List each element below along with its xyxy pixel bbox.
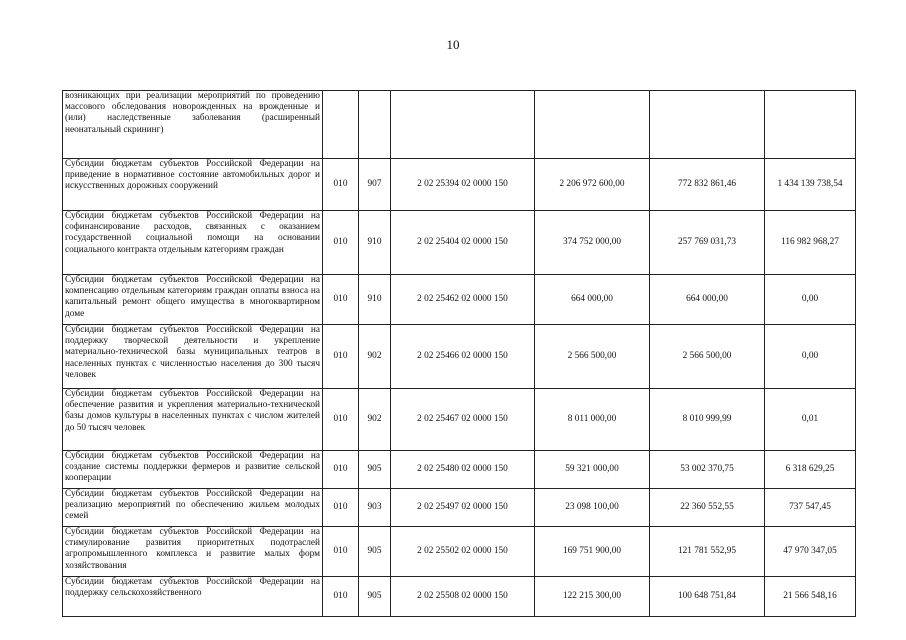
row-amount-executed: 53 002 370,75 (650, 451, 765, 489)
row-code-1: 010 (323, 489, 359, 527)
row-amount-remaining: 47 970 347,05 (765, 527, 856, 577)
row-code-2: 903 (359, 489, 391, 527)
row-amount-planned: 2 566 500,00 (535, 325, 650, 389)
row-amount-planned: 2 206 972 600,00 (535, 159, 650, 211)
page-number: 10 (446, 37, 460, 52)
budget-table-body (63, 91, 856, 617)
row-amount-executed: 2 566 500,00 (650, 325, 765, 389)
row-description: Субсидии бюджетам субъектов Российской Федерации на создание системы поддержки фермеров и развитие сельской кооперации (63, 451, 323, 489)
row-amount-planned: 8 011 000,00 (535, 389, 650, 451)
row-code-2: 910 (359, 275, 391, 325)
table-row (63, 325, 856, 389)
row-amount-executed: 772 832 861,46 (650, 159, 765, 211)
row-amount-remaining: 6 318 629,25 (765, 451, 856, 489)
row-description: Субсидии бюджетам субъектов Российской Федерации на обеспечение развития и укрепления материально-технической базы домов культуры в населенных пунктах с числом жителей до 50 тысяч человек (63, 389, 323, 451)
row-kbk-code: 2 02 25467 02 0000 150 (391, 389, 535, 451)
row-kbk-code: 2 02 25462 02 0000 150 (391, 275, 535, 325)
row-amount-planned: 169 751 900,00 (535, 527, 650, 577)
row-amount-executed: 100 648 751,84 (650, 577, 765, 617)
row-code-1: 010 (323, 577, 359, 617)
table-row (63, 527, 856, 577)
row-code-1: 010 (323, 389, 359, 451)
row-description: Субсидии бюджетам субъектов Российской Федерации на поддержку сельскохозяйственного (63, 577, 323, 617)
budget-table-container (62, 90, 855, 601)
row-description: Субсидии бюджетам субъектов Российской Федерации на компенсацию отдельным категориям граждан оплаты взноса на капитальный ремонт общего имущества в многоквартирном доме (63, 275, 323, 325)
budget-table (62, 90, 856, 617)
row-description: Субсидии бюджетам субъектов Российской Федерации на софинансирование расходов, связанных с оказанием государственной социальной помощи на основании социального контракта отдельным категориям граждан (63, 211, 323, 275)
row-code-2: 902 (359, 325, 391, 389)
row-kbk-code: 2 02 25502 02 0000 150 (391, 527, 535, 577)
row-amount-remaining (765, 91, 856, 159)
row-description: возникающих при реализации мероприятий по проведению массового обследования новорожденных на врожденные и (или) наследственные заболевания (расширенный неонатальный скрининг) (63, 91, 323, 159)
table-row (63, 489, 856, 527)
row-amount-remaining: 737 547,45 (765, 489, 856, 527)
row-amount-remaining: 21 566 548,16 (765, 577, 856, 617)
row-amount-executed: 22 360 552,55 (650, 489, 765, 527)
row-code-1: 010 (323, 211, 359, 275)
row-kbk-code: 2 02 25404 02 0000 150 (391, 211, 535, 275)
table-row (63, 275, 856, 325)
row-code-1: 010 (323, 325, 359, 389)
row-amount-planned: 374 752 000,00 (535, 211, 650, 275)
row-code-1: 010 (323, 275, 359, 325)
row-code-2: 910 (359, 211, 391, 275)
row-code-1 (323, 91, 359, 159)
row-code-2: 907 (359, 159, 391, 211)
row-code-1: 010 (323, 159, 359, 211)
row-code-2 (359, 91, 391, 159)
row-amount-remaining: 116 982 968,27 (765, 211, 856, 275)
row-amount-remaining: 0,00 (765, 275, 856, 325)
row-amount-remaining: 0,00 (765, 325, 856, 389)
row-code-2: 905 (359, 527, 391, 577)
row-code-1: 010 (323, 451, 359, 489)
row-kbk-code: 2 02 25480 02 0000 150 (391, 451, 535, 489)
row-amount-executed (650, 91, 765, 159)
table-row (63, 389, 856, 451)
row-amount-planned: 664 000,00 (535, 275, 650, 325)
row-kbk-code: 2 02 25508 02 0000 150 (391, 577, 535, 617)
row-amount-remaining: 1 434 139 738,54 (765, 159, 856, 211)
row-description: Субсидии бюджетам субъектов Российской Федерации на приведение в нормативное состояние автомобильных дорог и искусственных дорожных сооружений (63, 159, 323, 211)
row-amount-executed: 8 010 999,99 (650, 389, 765, 451)
row-amount-planned (535, 91, 650, 159)
row-amount-executed: 121 781 552,95 (650, 527, 765, 577)
row-amount-remaining: 0,01 (765, 389, 856, 451)
row-kbk-code: 2 02 25497 02 0000 150 (391, 489, 535, 527)
table-row (63, 577, 856, 617)
row-amount-planned: 59 321 000,00 (535, 451, 650, 489)
row-amount-executed: 257 769 031,73 (650, 211, 765, 275)
table-row (63, 159, 856, 211)
row-code-2: 902 (359, 389, 391, 451)
table-row (63, 211, 856, 275)
table-row (63, 451, 856, 489)
row-kbk-code: 2 02 25466 02 0000 150 (391, 325, 535, 389)
row-amount-planned: 23 098 100,00 (535, 489, 650, 527)
row-code-2: 905 (359, 451, 391, 489)
row-kbk-code (391, 91, 535, 159)
row-kbk-code: 2 02 25394 02 0000 150 (391, 159, 535, 211)
row-description: Субсидии бюджетам субъектов Российской Федерации на стимулирование развития приоритетных подотраслей агропромышленного комплекса и развитие малых форм хозяйствования (63, 527, 323, 577)
row-code-2: 905 (359, 577, 391, 617)
row-amount-planned: 122 215 300,00 (535, 577, 650, 617)
row-description: Субсидии бюджетам субъектов Российской Федерации на поддержку творческой деятельности и укрепление материально-технической базы муниципальных театров в населенных пунктах с численностью населения до 300 тысяч человек (63, 325, 323, 389)
row-code-1: 010 (323, 527, 359, 577)
table-row (63, 91, 856, 159)
row-amount-executed: 664 000,00 (650, 275, 765, 325)
row-description: Субсидии бюджетам субъектов Российской Федерации на реализацию мероприятий по обеспечению жильем молодых семей (63, 489, 323, 527)
